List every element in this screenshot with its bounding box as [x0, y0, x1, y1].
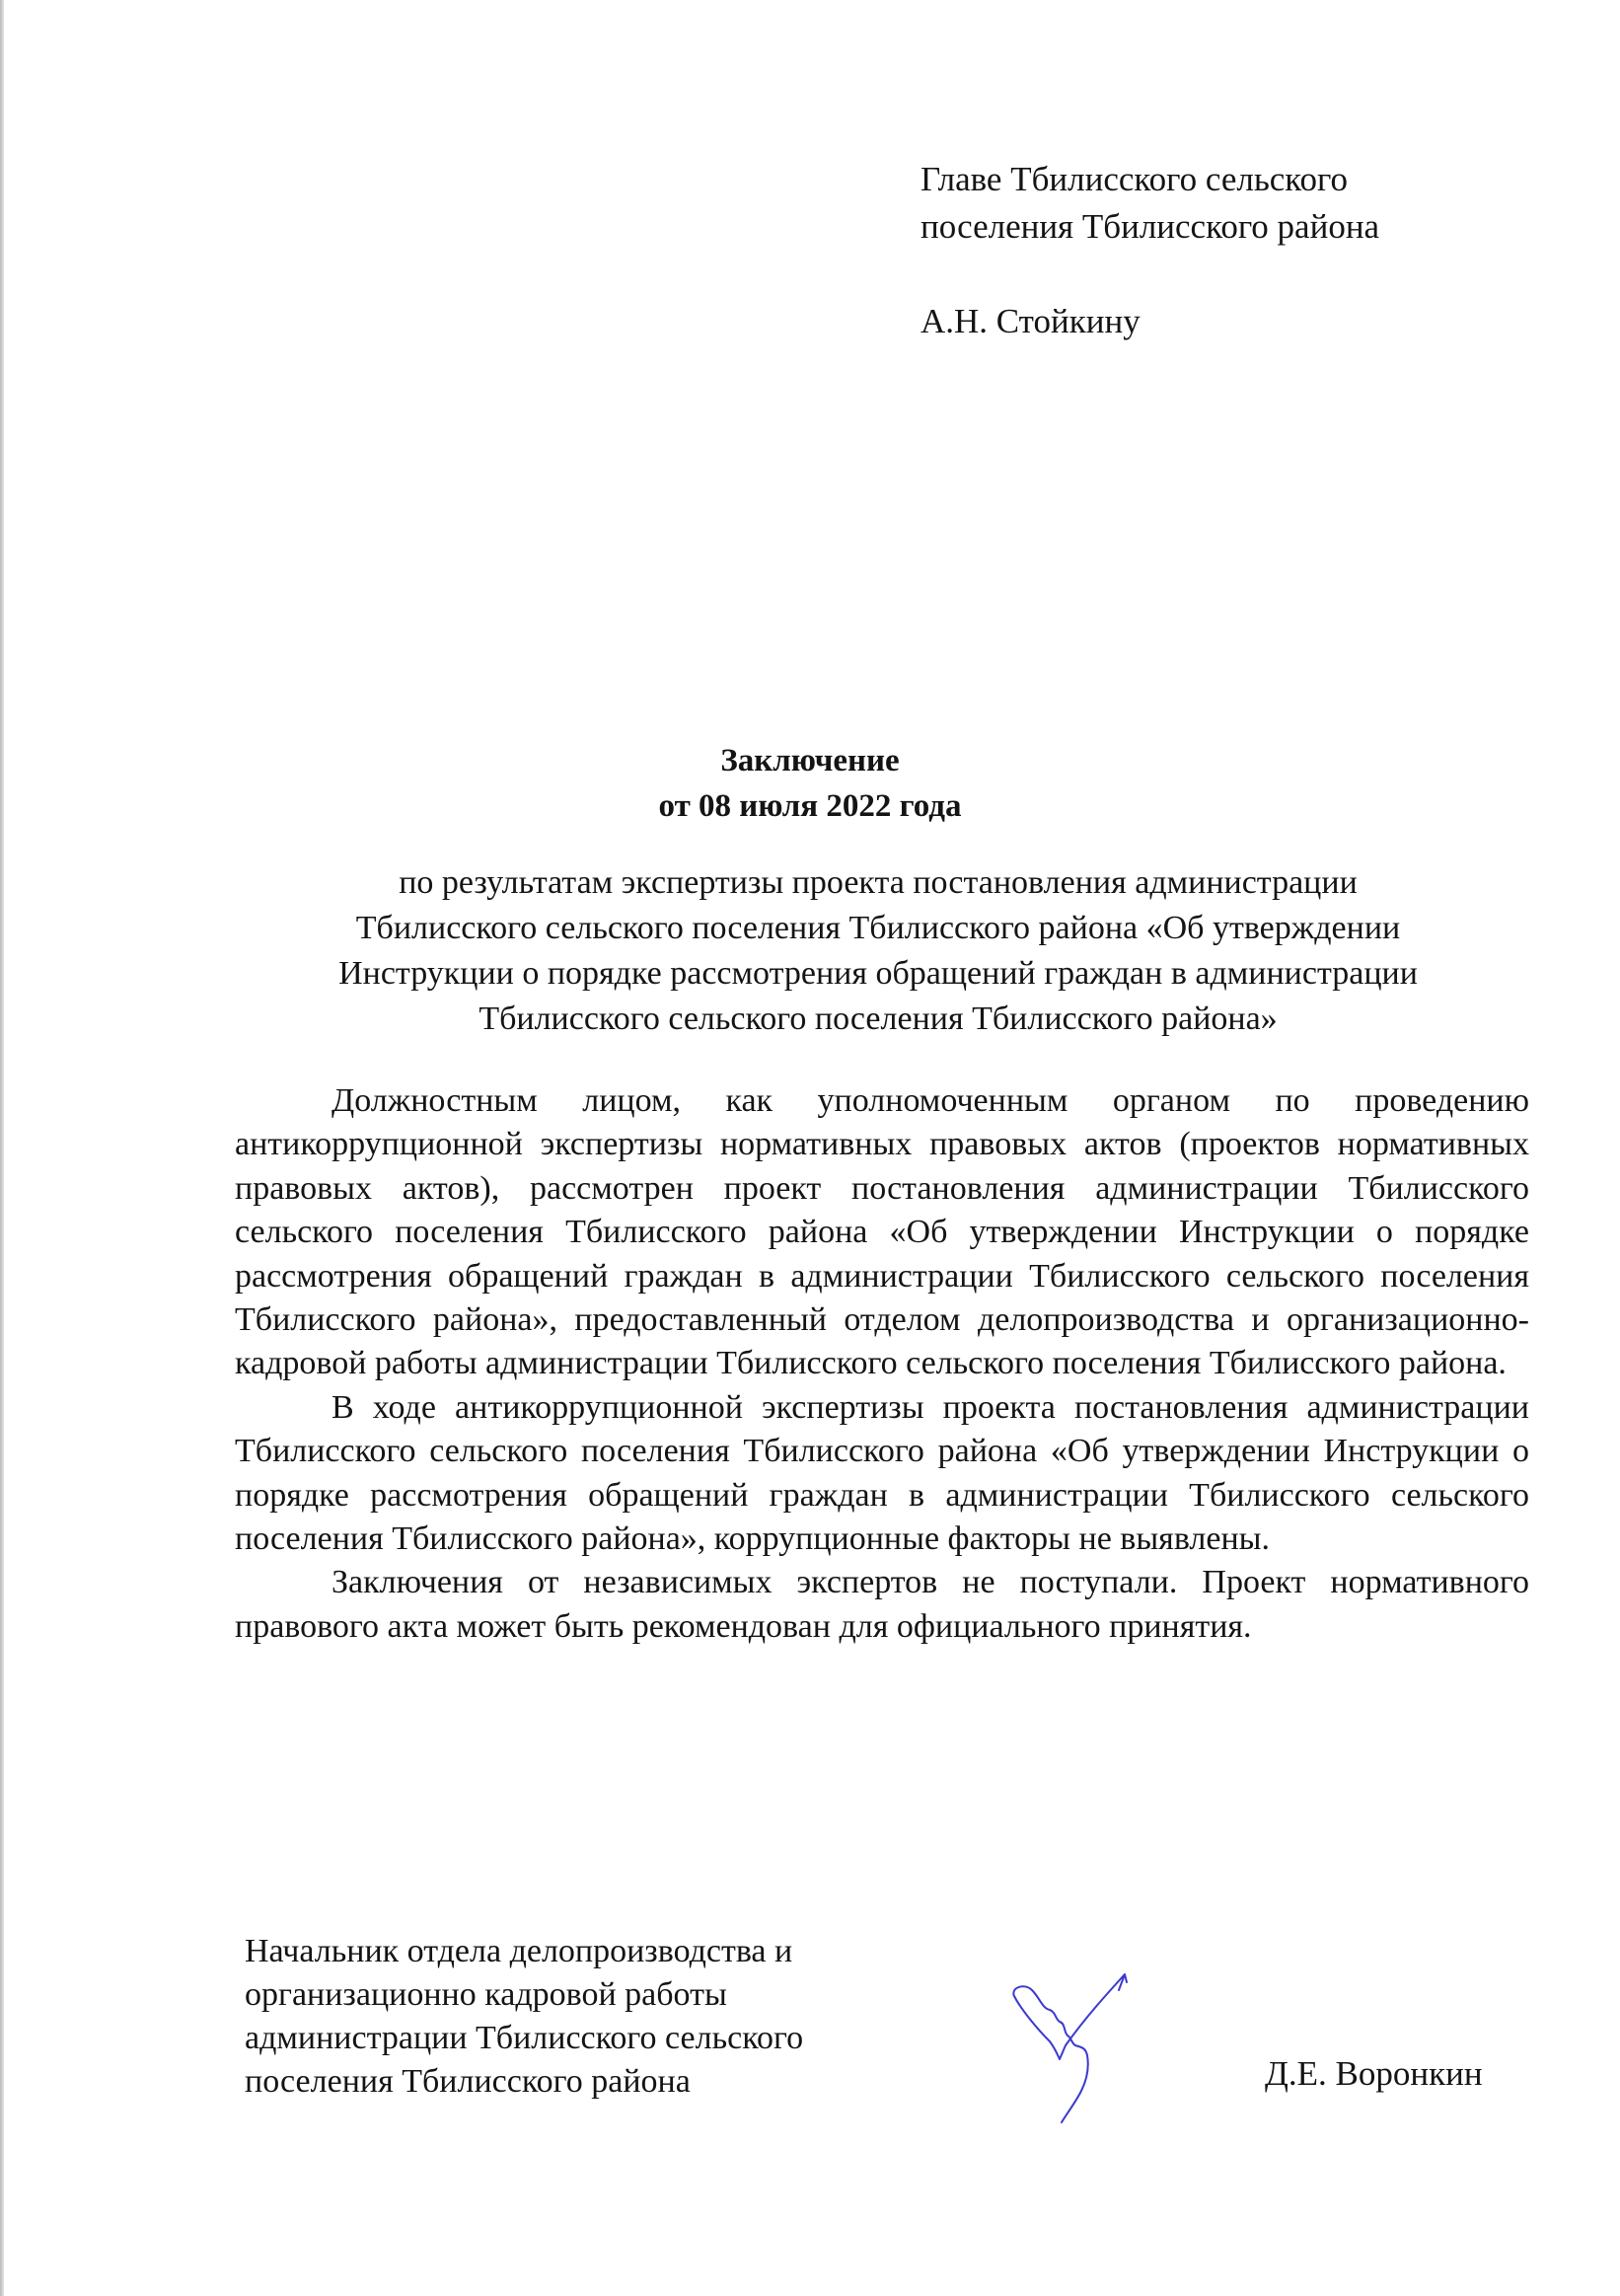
signatory-position-line: поселения Тбилисского района	[245, 2063, 691, 2100]
signatory-position-line: администрации Тбилисского сельского	[245, 2020, 804, 2056]
document-date: от 08 июля 2022 года	[658, 788, 962, 824]
addressee-block	[920, 156, 1379, 345]
document-title: Заключение	[720, 743, 900, 778]
signatory-position-line: организационно кадровой работы	[245, 1976, 727, 2013]
body-paragraph: Заключения от независимых экспертов не поступали. Проект нормативного правового акта может быть рекомендован для официального принятия.	[235, 1564, 1529, 1645]
signatory-position	[245, 1930, 803, 2104]
scan-edge	[0, 0, 4, 2296]
subject-line: по результатам экспертизы проекта постановления администрации	[399, 864, 1358, 901]
signatory-name: Д.Е. Воронкин	[1265, 2054, 1483, 2093]
document-body	[235, 1079, 1529, 1649]
subject-line: Инструкции о порядке рассмотрения обращений граждан в администрации	[338, 955, 1418, 992]
document-heading	[0, 738, 1620, 829]
addressee-line: Главе Тбилисского сельского	[920, 160, 1349, 198]
signatory-position-line: Начальник отдела делопроизводства и	[245, 1933, 793, 1969]
handwritten-signature	[1006, 1968, 1164, 2126]
document-subject	[237, 860, 1519, 1042]
body-paragraph: Должностным лицом, как уполномоченным органом по проведению антикоррупционной экспертизы нормативных правовых актов (проектов нормативных правовых актов), рассмотрен проект постановления администрации Тбилисского сельского поселения Тбилисского района «Об утверждении Инструкции о порядке рассмотрения обращений граждан в администрации Тбилисского сельского поселения Тбилисского района», предоставленный отделом делопроизводства и организационно-кадровой работы администрации Тбилисского сельского поселения Тбилисского района.	[235, 1082, 1529, 1382]
body-paragraph: В ходе антикоррупционной экспертизы проекта постановления администрации Тбилисского сельского поселения Тбилисского района «Об утверждении Инструкции о порядке рассмотрения обращений граждан в администрации Тбилисского сельского поселения Тбилисского района», коррупционные факторы не выявлены.	[235, 1388, 1529, 1558]
subject-line: Тбилисского сельского поселения Тбилисского района «Об утверждении	[355, 910, 1401, 946]
addressee-name: А.Н. Стойкину	[920, 302, 1141, 340]
addressee-line: поселения Тбилисского района	[920, 207, 1380, 246]
subject-line: Тбилисского сельского поселения Тбилисского района»	[479, 1000, 1278, 1037]
